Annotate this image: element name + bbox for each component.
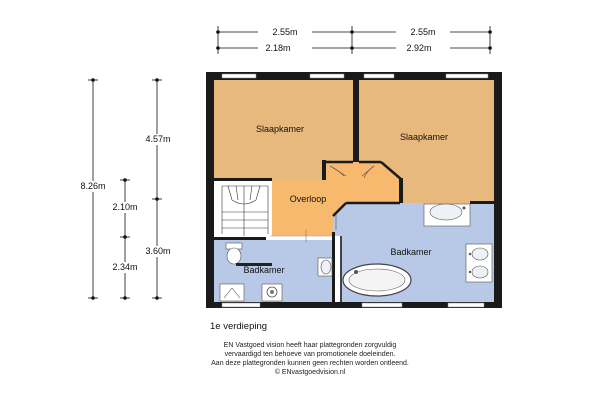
dim-top-1b: 2.55m [410, 27, 436, 37]
dim-top-1a: 2.55m [272, 27, 298, 37]
disclaimer-line: vervaardigd ten behoeve van promotionele doeleinden. [224, 351, 396, 358]
toilet-icon [226, 243, 242, 264]
washing-machine-icon [262, 284, 282, 301]
dim-top-2a: 2.18m [265, 43, 291, 53]
stairs-area [214, 180, 272, 236]
room-label-landing: Overloop [289, 194, 327, 204]
disclaimer-line: © ENvastgoedvision.nl [274, 369, 346, 376]
double-sink-icon [466, 244, 492, 282]
floor-label: 1e verdieping [210, 321, 268, 332]
dim-left-a1: 4.57m [145, 134, 171, 144]
tub-icon [343, 264, 411, 296]
sink-icon [318, 258, 332, 276]
dim-left-total: 8.26m [80, 181, 106, 191]
dim-left-b1: 2.10m [112, 202, 138, 212]
dryer-icon [220, 284, 244, 301]
top-dimension-arrows [216, 30, 492, 50]
disclaimer-line: EN Vastgoed vision heeft haar plattegronden zorgvuldig [223, 342, 397, 349]
dim-left-a2: 3.60m [145, 246, 171, 256]
room-label-bedroom-left: Slaapkamer [255, 124, 305, 134]
disclaimer [195, 341, 425, 377]
room-label-bathroom-small: Badkamer [243, 265, 285, 275]
disclaimer-line: Aan deze plattegronden kunnen geen rechten worden ontleend. [211, 360, 409, 367]
sink-icon [424, 204, 470, 226]
room-label-bathroom-large: Badkamer [390, 247, 432, 257]
room-label-bedroom-right: Slaapkamer [399, 132, 449, 142]
dim-top-2b: 2.92m [406, 43, 432, 53]
dim-left-b2: 2.34m [112, 262, 138, 272]
